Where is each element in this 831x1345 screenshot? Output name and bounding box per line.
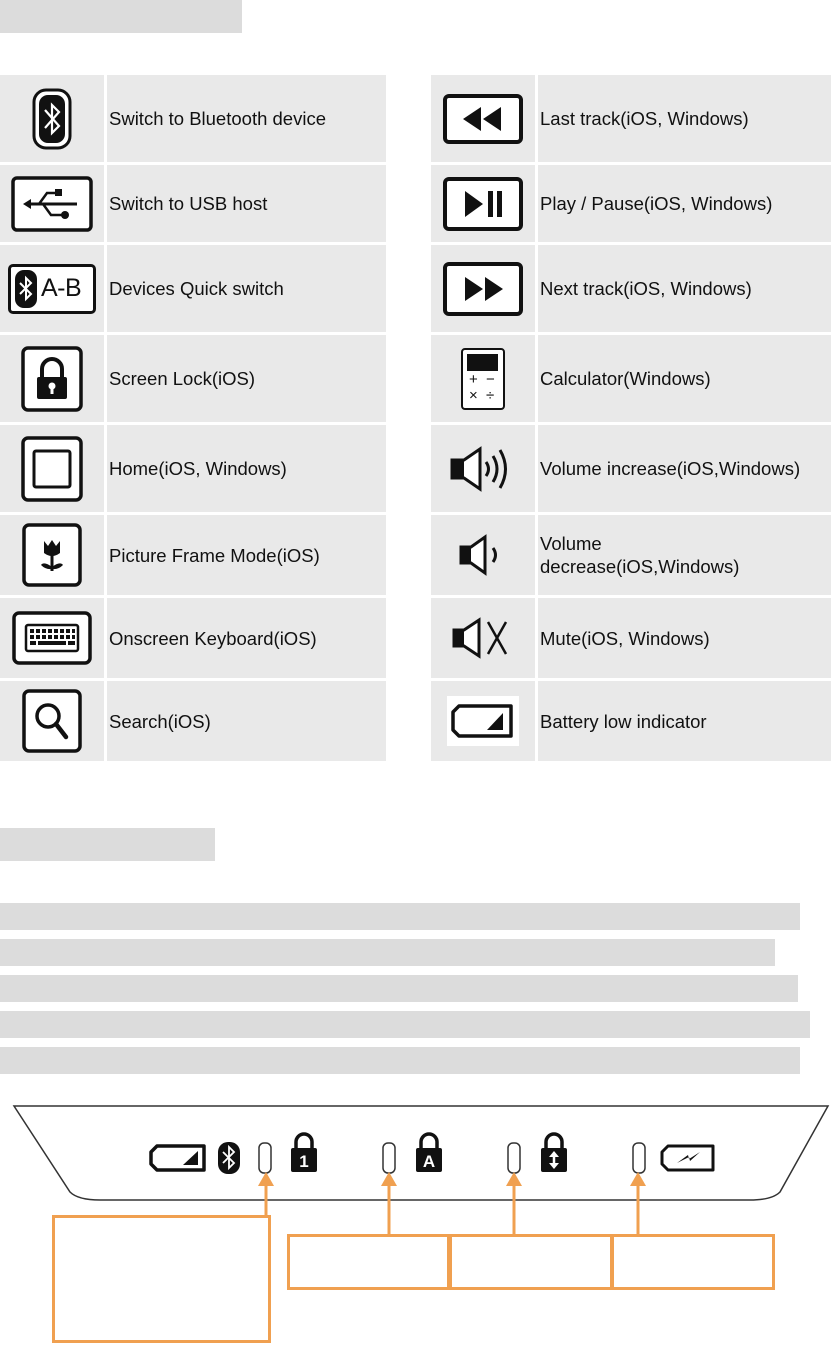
- search-icon: [22, 689, 82, 753]
- table-row: [431, 245, 831, 332]
- list-item: Calculator(Windows): [538, 335, 831, 422]
- home-icon: [21, 436, 83, 502]
- section-heading-redacted: [0, 0, 242, 33]
- fast-forward-icon: [443, 262, 523, 316]
- battery-low-icon: [447, 696, 519, 746]
- bluetooth-icon: [32, 88, 72, 150]
- bluetooth-led-callout: [52, 1215, 271, 1343]
- list-item: Home(iOS, Windows): [107, 425, 386, 512]
- caps-lock-led: [508, 1143, 520, 1173]
- list-item: Search(iOS): [107, 681, 386, 761]
- list-item: Screen Lock(iOS): [107, 335, 386, 422]
- bluetooth-led: [259, 1143, 271, 1173]
- paragraph-line-redacted: [0, 939, 775, 966]
- table-row: [431, 598, 831, 678]
- paragraph-line-redacted: [0, 1011, 810, 1038]
- flower-icon: [22, 523, 82, 587]
- num-lock-callout: [287, 1234, 450, 1290]
- list-item: Battery low indicator: [538, 681, 831, 761]
- list-item: Volume decrease(iOS,Windows): [538, 515, 831, 595]
- bluetooth-icon: [218, 1142, 240, 1174]
- table-row: [0, 245, 386, 332]
- volume-down-icon: [453, 533, 513, 577]
- calculator-icon: + − × ÷: [461, 348, 505, 410]
- list-item: Devices Quick switch: [107, 245, 386, 332]
- right-function-table: [431, 75, 831, 762]
- scroll-lock-led: [633, 1143, 645, 1173]
- battery-low-icon: [151, 1146, 204, 1170]
- rewind-icon: [443, 94, 523, 144]
- num-lock-glyph: 1: [299, 1152, 309, 1171]
- play-pause-icon: [443, 177, 523, 231]
- table-row: [431, 75, 831, 162]
- table-row: [0, 75, 386, 162]
- bluetooth-ab-icon: [8, 264, 96, 314]
- scroll-lock-callout: [611, 1234, 775, 1290]
- paragraph-line-redacted: [0, 1047, 800, 1074]
- list-item: Volume increase(iOS,Windows): [538, 425, 831, 512]
- list-item: Picture Frame Mode(iOS): [107, 515, 386, 595]
- table-row: [0, 681, 386, 761]
- num-lock-led: [383, 1143, 395, 1173]
- table-row: [0, 425, 386, 512]
- list-item: Switch to Bluetooth device: [107, 75, 386, 162]
- list-item: Onscreen Keyboard(iOS): [107, 598, 386, 678]
- list-item: Mute(iOS, Windows): [538, 598, 831, 678]
- list-item: Next track(iOS, Windows): [538, 245, 831, 332]
- table-row: [0, 165, 386, 242]
- table-row: [431, 515, 831, 595]
- list-item: Last track(iOS, Windows): [538, 75, 831, 162]
- caps-lock-glyph: A: [422, 1152, 436, 1171]
- caps-lock-callout: [449, 1234, 613, 1290]
- ab-label: A-B: [41, 274, 82, 302]
- table-row: [431, 425, 831, 512]
- table-row: [0, 335, 386, 422]
- list-item: Switch to USB host: [107, 165, 386, 242]
- table-row: [0, 598, 386, 678]
- table-row: [431, 681, 831, 761]
- keyboard-icon: [12, 611, 92, 665]
- left-function-table: [0, 75, 386, 762]
- table-row: [431, 165, 831, 242]
- section-heading-redacted: [0, 828, 215, 861]
- mute-icon: [448, 616, 518, 660]
- table-row: [0, 515, 386, 595]
- list-item: Play / Pause(iOS, Windows): [538, 165, 831, 242]
- lock-icon: [21, 346, 83, 412]
- paragraph-line-redacted: [0, 903, 800, 930]
- table-row: [431, 335, 831, 422]
- charging-battery-icon: [662, 1146, 713, 1170]
- usb-icon: [11, 176, 93, 232]
- paragraph-line-redacted: [0, 975, 798, 1002]
- volume-up-icon: [448, 444, 518, 494]
